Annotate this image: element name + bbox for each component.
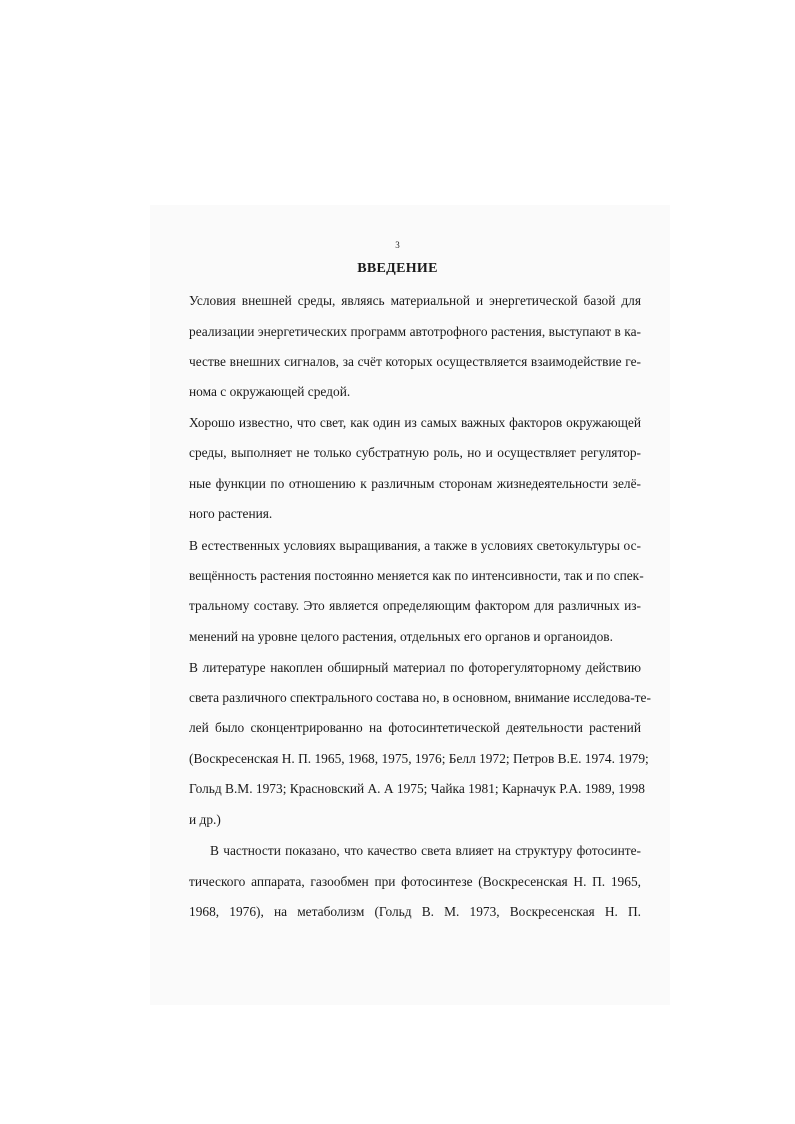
text-line: реализации энергетических программ автотрофного растения, выступают в ка- bbox=[189, 324, 641, 339]
text-line: лей было сконцентрированно на фотосинтетической деятельности растений bbox=[189, 720, 641, 735]
text-line: нома с окружающей средой. bbox=[189, 384, 351, 399]
text-line: тральному составу. Это является определяющим фактором для различных из- bbox=[189, 598, 641, 613]
text-line: ного растения. bbox=[189, 506, 273, 521]
text-line: (Воскресенская Н. П. 1965, 1968, 1975, 1976; Белл 1972; Петров В.Е. 1974. 1979; bbox=[189, 751, 649, 766]
text-line: В литературе накоплен обширный материал по фоторегуляторному действию bbox=[189, 660, 641, 675]
text-line: менений на уровне целого растения, отдельных его органов и органоидов. bbox=[189, 629, 613, 644]
text-line: света различного спектрального состава но, в основном, внимание исследова-те- bbox=[189, 690, 651, 705]
text-line: Условия внешней среды, являясь материальной и энергетической базой для bbox=[189, 293, 641, 308]
text-line: Хорошо известно, что свет, как один из самых важных факторов окружающей bbox=[189, 415, 641, 430]
text-line: В естественных условиях выращивания, а также в условиях светокультуры ос- bbox=[189, 538, 641, 553]
page-number: 3 bbox=[395, 240, 400, 250]
text-line: среды, выполняет не только субстратную роль, но и осуществляет регулятор- bbox=[189, 445, 641, 460]
page-title: ВВЕДЕНИЕ bbox=[357, 261, 438, 276]
text-line: тического аппарата, газообмен при фотосинтезе (Воскресенская Н. П. 1965, bbox=[189, 874, 641, 889]
text-line: ные функции по отношению к различным сторонам жизнедеятельности зелё- bbox=[189, 476, 641, 491]
text-line: В частности показано, что качество света влияет на структуру фотосинте- bbox=[210, 843, 641, 858]
text-line: и др.) bbox=[189, 812, 221, 827]
text-line: Гольд В.М. 1973; Красновский А. А 1975; Чайка 1981; Карначук Р.А. 1989, 1998 bbox=[189, 781, 645, 796]
text-line: вещённость растения постоянно меняется как по интенсивности, так и по спек- bbox=[189, 568, 644, 583]
text-line: честве внешних сигналов, за счёт которых осуществляется взаимодействие ге- bbox=[189, 354, 641, 369]
text-line: 1968, 1976), на метаболизм (Гольд В. М. 1973, Воскресенская Н. П. bbox=[189, 904, 641, 919]
